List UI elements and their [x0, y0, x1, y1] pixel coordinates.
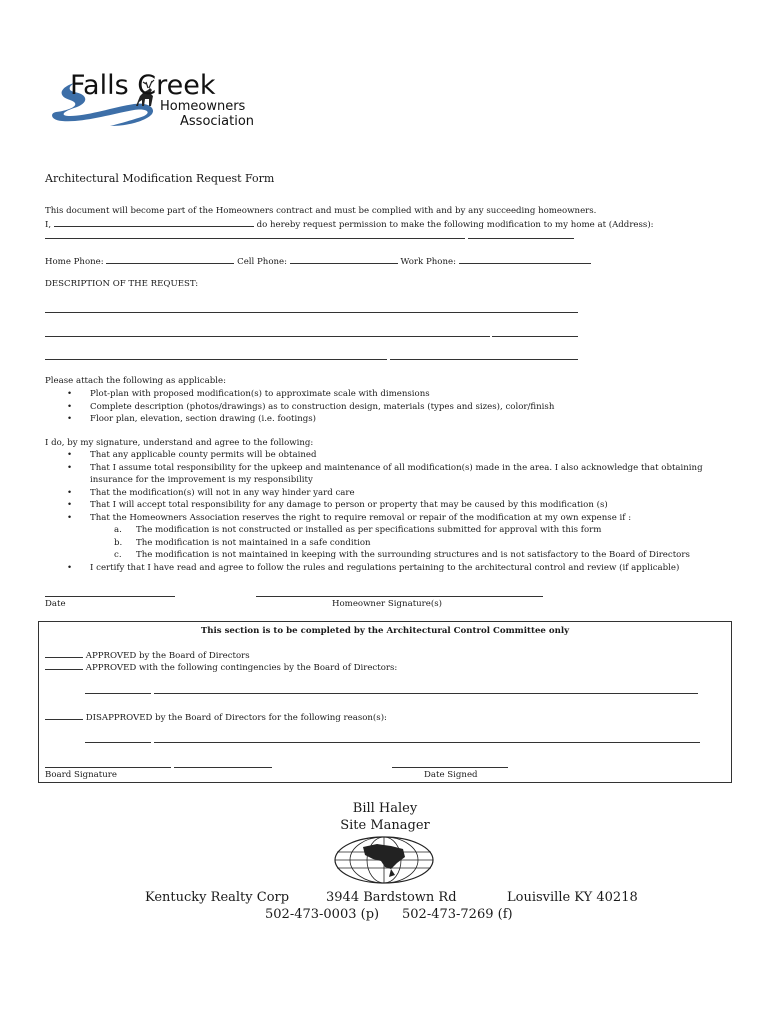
- board-signature-label: Board Signature: [45, 770, 117, 780]
- agree-item-text: That I assume total responsibility for the upkeep and maintenance of all modification(s) made in the area. I also acknowledge that obtaining: [90, 462, 703, 473]
- homeowner-signature-field[interactable]: [256, 596, 543, 597]
- condition-item: [45, 549, 690, 562]
- logo-line3: Association: [180, 114, 255, 129]
- home-phone-label: Home Phone:: [45, 257, 104, 267]
- certify-list: [45, 562, 679, 575]
- logo-name: Falls Creek: [70, 70, 216, 101]
- intro-request-line: [45, 217, 654, 232]
- committee-section: [38, 621, 732, 783]
- condition-marker: c.: [114, 550, 122, 560]
- agree-list: [45, 449, 703, 524]
- agree-item: • That the modification(s) will not in any way hinder yard care: [45, 487, 703, 500]
- board-signature-field[interactable]: [45, 767, 171, 768]
- intro-suffix: do hereby request permission to make the following modification to my home at (Address):: [256, 220, 654, 230]
- agree-item: • That I will accept total responsibility for any damage to person or property that may be caused by this modification (s): [45, 499, 703, 512]
- conditions-list: [45, 524, 690, 562]
- attach-item: • Complete description (photos/drawings) as to construction design, materials (types and sizes), color/finish: [45, 401, 554, 414]
- form-title: Architectural Modification Request Form: [45, 172, 275, 185]
- board-signature-field-2[interactable]: [174, 767, 272, 768]
- agree-item-continuation: insurance for the improvement is my responsibility: [90, 475, 313, 485]
- approved-label: APPROVED by the Board of Directors: [85, 651, 250, 661]
- disapproved-row: [45, 710, 387, 725]
- condition-text: The modification is not constructed or installed as per specifications submitted for approval with this form: [136, 525, 602, 535]
- date-signed-label: Date Signed: [424, 770, 478, 780]
- attach-list: [45, 388, 554, 426]
- reasons-line-a[interactable]: [85, 742, 151, 743]
- description-label: DESCRIPTION OF THE REQUEST:: [45, 279, 199, 289]
- agree-item: • That the Homeowners Association reserves the right to require removal or repair of the modification at my own expense if :: [45, 512, 703, 525]
- date-signed-field[interactable]: [392, 767, 508, 768]
- agree-label: I do, by my signature, understand and agree to the following:: [45, 438, 314, 448]
- cell-phone-label: Cell Phone:: [237, 257, 288, 267]
- description-line-2b[interactable]: [492, 336, 578, 337]
- phone-number: 502-473-0003 (p): [265, 907, 380, 922]
- logo-graphic: [48, 66, 288, 134]
- attach-label: Please attach the following as applicable:: [45, 376, 226, 386]
- condition-marker: a.: [114, 525, 122, 535]
- owner-name-field[interactable]: [54, 217, 254, 227]
- home-phone-field[interactable]: [106, 254, 234, 264]
- cell-phone-field[interactable]: [290, 254, 398, 264]
- attach-item: • Floor plan, elevation, section drawing (i.e. footings): [45, 413, 554, 426]
- company-name: Kentucky Realty Corp: [145, 890, 290, 905]
- condition-item: [45, 537, 690, 550]
- condition-item: [45, 524, 690, 537]
- phone-line: [45, 254, 591, 269]
- condition-marker: b.: [114, 537, 123, 548]
- date-label: Date: [45, 599, 66, 609]
- approved-field[interactable]: [45, 648, 83, 658]
- committee-heading: This section is to be completed by the Architectural Control Committee only: [200, 626, 570, 636]
- logo-line2: Homeowners: [160, 99, 246, 114]
- description-line-3[interactable]: [45, 359, 387, 360]
- description-line-3b[interactable]: [390, 359, 578, 360]
- intro-text: This document will become part of the Homeowners contract and must be complied with and by any succeeding homeowners.: [45, 206, 597, 216]
- contingencies-line-b[interactable]: [154, 693, 698, 694]
- manager-name: Bill Haley: [352, 801, 418, 816]
- description-line-2[interactable]: [45, 336, 490, 337]
- address-field[interactable]: [45, 238, 465, 239]
- disapproved-label: DISAPPROVED by the Board of Directors for the following reason(s):: [85, 713, 387, 723]
- intro-prefix: I,: [45, 220, 52, 230]
- manager-role: Site Manager: [340, 818, 430, 833]
- date-field[interactable]: [45, 596, 175, 597]
- work-phone-label: Work Phone:: [400, 257, 456, 267]
- contingencies-line-a[interactable]: [85, 693, 151, 694]
- reasons-line-b[interactable]: [154, 742, 700, 743]
- approved-contingencies-row: [45, 660, 397, 675]
- agree-item: • That any applicable county permits will be obtained: [45, 449, 703, 462]
- company-address: 3944 Bardstown Rd: [326, 890, 457, 905]
- signature-label: Homeowner Signature(s): [332, 599, 442, 609]
- work-phone-field[interactable]: [459, 254, 591, 264]
- company-city: Louisville KY 40218: [507, 890, 638, 905]
- falls-creek-logo: [48, 66, 288, 134]
- description-line-1[interactable]: [45, 312, 578, 313]
- agree-item: [45, 462, 703, 487]
- globe-icon: [333, 835, 435, 885]
- attach-item: • Plot-plan with proposed modification(s) to approximate scale with dimensions: [45, 388, 554, 401]
- approved-contingencies-label: APPROVED with the following contingencies by the Board of Directors:: [85, 663, 398, 673]
- certify-item: • I certify that I have read and agree to follow the rules and regulations pertaining to the architectural control and review (if applicable): [45, 562, 679, 575]
- disapproved-field[interactable]: [45, 710, 83, 720]
- condition-text: The modification is not maintained in keeping with the surrounding structures and is not satisfactory to the Board of Directors: [136, 550, 690, 560]
- fax-number: 502-473-7269 (f): [402, 907, 513, 922]
- approved-contingencies-field[interactable]: [45, 660, 83, 670]
- condition-text: The modification is not maintained in a safe condition: [136, 537, 371, 548]
- address-field-2[interactable]: [468, 238, 574, 239]
